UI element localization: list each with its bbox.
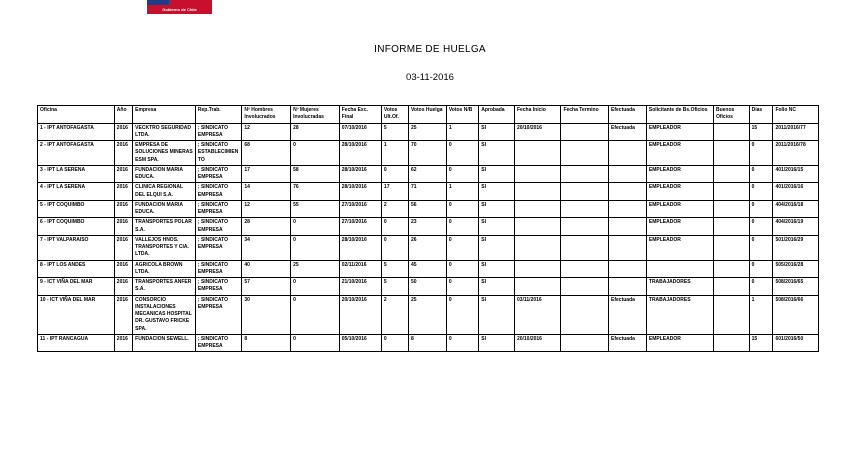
table-cell: 508/2016/65 bbox=[773, 278, 819, 296]
table-cell: 14 bbox=[242, 183, 291, 201]
table-cell: 7 - IPT VALPARAISO bbox=[38, 235, 115, 260]
table-cell: ; SINDICATO EMPRESA bbox=[195, 260, 242, 278]
table-cell bbox=[609, 278, 647, 296]
table-cell: EMPLEADOR bbox=[646, 141, 713, 166]
table-cell: 12 bbox=[242, 123, 291, 141]
table-cell: 0 bbox=[446, 165, 478, 183]
table-cell: ; SINDICATO EMPRESA bbox=[195, 218, 242, 236]
table-cell: EMPLEADOR bbox=[646, 334, 713, 352]
table-cell: 02/11/2016 bbox=[339, 260, 381, 278]
table-cell: 601/2016/50 bbox=[773, 334, 819, 352]
column-header: Votos Ult.Of. bbox=[381, 106, 408, 124]
table-cell: 505/2016/28 bbox=[773, 260, 819, 278]
table-cell: 2016 bbox=[114, 200, 132, 218]
table-cell: 25 bbox=[408, 295, 446, 334]
table-cell: SI bbox=[479, 295, 515, 334]
table-cell: 58 bbox=[291, 165, 340, 183]
table-cell: 501/2016/29 bbox=[773, 235, 819, 260]
column-header: Nº Mujeres Involucradas bbox=[291, 106, 340, 124]
table-cell: 9 - ICT VIÑA DEL MAR bbox=[38, 278, 115, 296]
table-cell: 0 bbox=[446, 278, 478, 296]
table-cell bbox=[713, 183, 749, 201]
table-cell: 20/10/2016 bbox=[514, 123, 561, 141]
table-cell bbox=[514, 200, 561, 218]
column-header: Fecha Inicio bbox=[514, 106, 561, 124]
column-header: Año bbox=[114, 106, 132, 124]
table-cell: EMPLEADOR bbox=[646, 218, 713, 236]
table-cell: 11 - IPT RANCAGUA bbox=[38, 334, 115, 352]
table-cell: 20/10/2016 bbox=[339, 295, 381, 334]
table-cell: 15 bbox=[749, 334, 773, 352]
table-cell: 34 bbox=[242, 235, 291, 260]
table-cell bbox=[514, 218, 561, 236]
table-cell: 2016 bbox=[114, 183, 132, 201]
table-cell: 5 bbox=[381, 278, 408, 296]
table-cell: 03/11/2016 bbox=[514, 295, 561, 334]
table-cell: 1 bbox=[446, 123, 478, 141]
table-cell: 0 bbox=[446, 200, 478, 218]
table-cell: TRANSPORTES POLAR S.A. bbox=[133, 218, 196, 236]
table-cell bbox=[514, 278, 561, 296]
report-date: 03-11-2016 bbox=[406, 72, 454, 83]
table-cell bbox=[561, 183, 609, 201]
table-cell: 508/2016/66 bbox=[773, 295, 819, 334]
table-cell: 27/10/2016 bbox=[339, 218, 381, 236]
table-cell: FUNDACION MARIA EDUCA. bbox=[133, 200, 196, 218]
table-cell: 2011/2016/77 bbox=[773, 123, 819, 141]
table-cell: 12 bbox=[242, 200, 291, 218]
table-cell: VECKTRO SEGURIDAD LTDA. bbox=[133, 123, 196, 141]
table-cell: TRANSPORTES ANFER S.A. bbox=[133, 278, 196, 296]
table-cell: TRABAJADORES bbox=[646, 278, 713, 296]
table-cell: VALLEJOS HNOS. TRANSPORTES Y CIA. LTDA. bbox=[133, 235, 196, 260]
table-cell: SI bbox=[479, 141, 515, 166]
table-cell bbox=[609, 200, 647, 218]
table-cell bbox=[514, 235, 561, 260]
table-cell: TRABAJADORES bbox=[646, 295, 713, 334]
column-header: Fecha Exc. Final bbox=[339, 106, 381, 124]
table-cell: SI bbox=[479, 218, 515, 236]
table-cell: EMPLEADOR bbox=[646, 165, 713, 183]
table-cell: 0 bbox=[749, 235, 773, 260]
table-cell bbox=[561, 141, 609, 166]
table-cell bbox=[713, 141, 749, 166]
table-cell: 76 bbox=[291, 183, 340, 201]
table-cell: Efectuada bbox=[609, 123, 647, 141]
table-cell: 2016 bbox=[114, 123, 132, 141]
table-cell: 0 bbox=[749, 260, 773, 278]
table-cell: 0 bbox=[291, 295, 340, 334]
table-cell: 05/10/2016 bbox=[339, 334, 381, 352]
table-cell: 28/10/2016 bbox=[339, 141, 381, 166]
table-row bbox=[38, 200, 819, 218]
column-header: Rep.Trab. bbox=[195, 106, 242, 124]
column-header: Empresa bbox=[133, 106, 196, 124]
column-header: Nº Hombres Involucrados bbox=[242, 106, 291, 124]
table-cell: CLINICA REGIONAL DEL ELQUI S.A. bbox=[133, 183, 196, 201]
table-cell: 50 bbox=[408, 278, 446, 296]
table-cell: 2016 bbox=[114, 218, 132, 236]
table-cell: 26 bbox=[408, 235, 446, 260]
table-cell: ; SINDICATO EMPRESA bbox=[195, 200, 242, 218]
table-cell: 56 bbox=[408, 200, 446, 218]
table-cell: 404/2016/19 bbox=[773, 218, 819, 236]
table-cell: 1 bbox=[749, 295, 773, 334]
table-cell: 28/10/2016 bbox=[339, 235, 381, 260]
table-cell bbox=[561, 295, 609, 334]
table-cell: 0 bbox=[446, 334, 478, 352]
table-cell: ; SINDICATO EMPRESA bbox=[195, 295, 242, 334]
table-cell: 21/10/2016 bbox=[339, 278, 381, 296]
table-cell: 0 bbox=[749, 278, 773, 296]
table-cell: 15 bbox=[749, 123, 773, 141]
table-cell: 2016 bbox=[114, 141, 132, 166]
table-cell bbox=[561, 200, 609, 218]
table-cell: SI bbox=[479, 260, 515, 278]
table-cell: SI bbox=[479, 165, 515, 183]
table-cell: 0 bbox=[749, 218, 773, 236]
logo-text: Gobierno de Chile bbox=[162, 7, 197, 12]
table-row bbox=[38, 334, 819, 352]
table-cell: 0 bbox=[446, 218, 478, 236]
table-cell: Efectuada bbox=[609, 334, 647, 352]
table-row bbox=[38, 260, 819, 278]
table-cell bbox=[713, 123, 749, 141]
table-cell: 10 - ICT VIÑA DEL MAR bbox=[38, 295, 115, 334]
table-cell: 0 bbox=[749, 183, 773, 201]
table-cell: 55 bbox=[291, 200, 340, 218]
table-cell: 28/10/2016 bbox=[339, 165, 381, 183]
table-cell: 2 bbox=[381, 200, 408, 218]
table-cell bbox=[609, 235, 647, 260]
table-cell: 57 bbox=[242, 278, 291, 296]
table-row bbox=[38, 183, 819, 201]
table-cell: 1 bbox=[446, 183, 478, 201]
table-cell: 07/10/2016 bbox=[339, 123, 381, 141]
table-cell: 3 - IPT LA SERENA bbox=[38, 165, 115, 183]
table-cell bbox=[713, 200, 749, 218]
table-cell: 1 - IPT ANTOFAGASTA bbox=[38, 123, 115, 141]
table-cell: SI bbox=[479, 278, 515, 296]
table-cell: 8 - IPT LOS ANDES bbox=[38, 260, 115, 278]
report-title: INFORME DE HUELGA bbox=[374, 44, 486, 55]
table-cell: 68 bbox=[242, 141, 291, 166]
table-cell: 5 - IPT COQUIMBO bbox=[38, 200, 115, 218]
table-cell: 0 bbox=[446, 141, 478, 166]
column-header: Fecha Termino bbox=[561, 106, 609, 124]
table-cell: 30 bbox=[242, 295, 291, 334]
column-header: Votos N/B bbox=[446, 106, 478, 124]
table-cell: 17 bbox=[242, 165, 291, 183]
table-cell bbox=[561, 218, 609, 236]
table-cell: 0 bbox=[446, 260, 478, 278]
table-cell: 71 bbox=[408, 183, 446, 201]
table-cell: ; SINDICATO EMPRESA bbox=[195, 278, 242, 296]
table-cell: 8 bbox=[408, 334, 446, 352]
table-cell: 2011/2016/78 bbox=[773, 141, 819, 166]
table-cell bbox=[561, 278, 609, 296]
table-cell: 28 bbox=[242, 218, 291, 236]
table-cell bbox=[713, 278, 749, 296]
table-cell: 0 bbox=[381, 334, 408, 352]
table-cell bbox=[713, 260, 749, 278]
table-cell: FUNDACION SEWELL. bbox=[133, 334, 196, 352]
table-cell bbox=[609, 165, 647, 183]
strike-report-table bbox=[37, 105, 819, 352]
table-cell: 0 bbox=[291, 235, 340, 260]
table-cell: 0 bbox=[291, 334, 340, 352]
table-row bbox=[38, 295, 819, 334]
column-header: Oficina bbox=[38, 106, 115, 124]
table-cell: Efectuada bbox=[609, 295, 647, 334]
table-cell: EMPLEADOR bbox=[646, 235, 713, 260]
table-row bbox=[38, 123, 819, 141]
table-row bbox=[38, 218, 819, 236]
table-cell: 62 bbox=[408, 165, 446, 183]
table-cell: 0 bbox=[749, 141, 773, 166]
table-cell: 2016 bbox=[114, 235, 132, 260]
table-cell: 2016 bbox=[114, 295, 132, 334]
table-cell: 23 bbox=[408, 218, 446, 236]
table-cell: 0 bbox=[291, 278, 340, 296]
table-row bbox=[38, 165, 819, 183]
table-cell bbox=[713, 165, 749, 183]
table-cell bbox=[514, 260, 561, 278]
table-cell bbox=[609, 260, 647, 278]
table-cell: SI bbox=[479, 235, 515, 260]
table-cell bbox=[561, 123, 609, 141]
table-cell: 404/2016/18 bbox=[773, 200, 819, 218]
table-row bbox=[38, 235, 819, 260]
table-cell bbox=[609, 141, 647, 166]
column-header: Efectuada bbox=[609, 106, 647, 124]
table-cell: 17 bbox=[381, 183, 408, 201]
table-cell: ; SINDICATO EMPRESA bbox=[195, 334, 242, 352]
column-header: Aprobada bbox=[479, 106, 515, 124]
table-cell: 0 bbox=[291, 218, 340, 236]
table-cell: 2016 bbox=[114, 165, 132, 183]
table-cell: ; SINDICATO EMPRESA bbox=[195, 183, 242, 201]
column-header: Votos Huelga bbox=[408, 106, 446, 124]
table-cell bbox=[609, 218, 647, 236]
table-cell: 2016 bbox=[114, 334, 132, 352]
table-cell bbox=[713, 295, 749, 334]
table-cell: SI bbox=[479, 200, 515, 218]
table-cell: 27/10/2016 bbox=[339, 200, 381, 218]
table-cell: 20/10/2016 bbox=[514, 334, 561, 352]
table-cell bbox=[514, 141, 561, 166]
column-header: Días bbox=[749, 106, 773, 124]
table-cell: 2 - IPT ANTOFAGASTA bbox=[38, 141, 115, 166]
table-cell: FUNDACION MARIA EDUCA. bbox=[133, 165, 196, 183]
table-cell bbox=[609, 183, 647, 201]
table-cell: 4 - IPT LA SERENA bbox=[38, 183, 115, 201]
table-cell bbox=[713, 235, 749, 260]
table-cell bbox=[713, 218, 749, 236]
table-cell: SI bbox=[479, 123, 515, 141]
table-cell: 2016 bbox=[114, 278, 132, 296]
table-cell: 2016 bbox=[114, 260, 132, 278]
table-cell: 28 bbox=[291, 123, 340, 141]
table-cell: 5 bbox=[381, 260, 408, 278]
table-cell: 25 bbox=[408, 123, 446, 141]
table-cell: ; SINDICATO ESTABLECIMIENTO bbox=[195, 141, 242, 166]
table-cell: EMPLEADOR bbox=[646, 200, 713, 218]
table-row bbox=[38, 278, 819, 296]
table-cell: 0 bbox=[291, 141, 340, 166]
table-cell: 0 bbox=[749, 200, 773, 218]
table-cell: EMPLEADOR bbox=[646, 123, 713, 141]
table-cell: 45 bbox=[408, 260, 446, 278]
table-cell: 25 bbox=[291, 260, 340, 278]
table-cell: ; SINDICATO EMPRESA bbox=[195, 165, 242, 183]
table-cell: 1 bbox=[381, 141, 408, 166]
table-cell: 70 bbox=[408, 141, 446, 166]
table-cell: 28/10/2016 bbox=[339, 183, 381, 201]
table-cell: 0 bbox=[446, 295, 478, 334]
table-cell bbox=[561, 165, 609, 183]
table-cell: 5 bbox=[381, 123, 408, 141]
table-cell bbox=[514, 183, 561, 201]
table-cell: 0 bbox=[446, 235, 478, 260]
table-cell: 0 bbox=[381, 235, 408, 260]
table-cell: 0 bbox=[381, 218, 408, 236]
table-cell: 0 bbox=[381, 165, 408, 183]
table-cell: ; SINDICATO EMPRESA bbox=[195, 235, 242, 260]
table-cell: 401/2016/15 bbox=[773, 165, 819, 183]
table-row bbox=[38, 141, 819, 166]
table-cell bbox=[514, 165, 561, 183]
table-cell: 6 - IPT COQUIMBO bbox=[38, 218, 115, 236]
column-header: Folio NC bbox=[773, 106, 819, 124]
table-cell: SI bbox=[479, 334, 515, 352]
column-header: Solicitante de Bs.Oficios bbox=[646, 106, 713, 124]
table-cell: CONSORCIO INSTALACIONES MECANICAS HOSPITAL DR. GUSTAVO FRICKE SPA. bbox=[133, 295, 196, 334]
table-cell bbox=[646, 260, 713, 278]
table-cell bbox=[561, 235, 609, 260]
table-cell: 0 bbox=[749, 165, 773, 183]
table-cell bbox=[561, 334, 609, 352]
table-cell: ; SINDICATO EMPRESA bbox=[195, 123, 242, 141]
table-cell: 401/2016/16 bbox=[773, 183, 819, 201]
table-cell: EMPRESA DE SOLUCIONES MINERAS ESM SPA. bbox=[133, 141, 196, 166]
table-header-row bbox=[38, 106, 819, 124]
government-logo bbox=[147, 0, 212, 14]
table-cell: AGRICOLA BROWN LTDA. bbox=[133, 260, 196, 278]
table-cell bbox=[713, 334, 749, 352]
column-header: Buenos Oficios bbox=[713, 106, 749, 124]
table-cell: SI bbox=[479, 183, 515, 201]
table-cell: 8 bbox=[242, 334, 291, 352]
table-cell: 2 bbox=[381, 295, 408, 334]
table-cell bbox=[561, 260, 609, 278]
table-cell: 40 bbox=[242, 260, 291, 278]
table-cell: EMPLEADOR bbox=[646, 183, 713, 201]
